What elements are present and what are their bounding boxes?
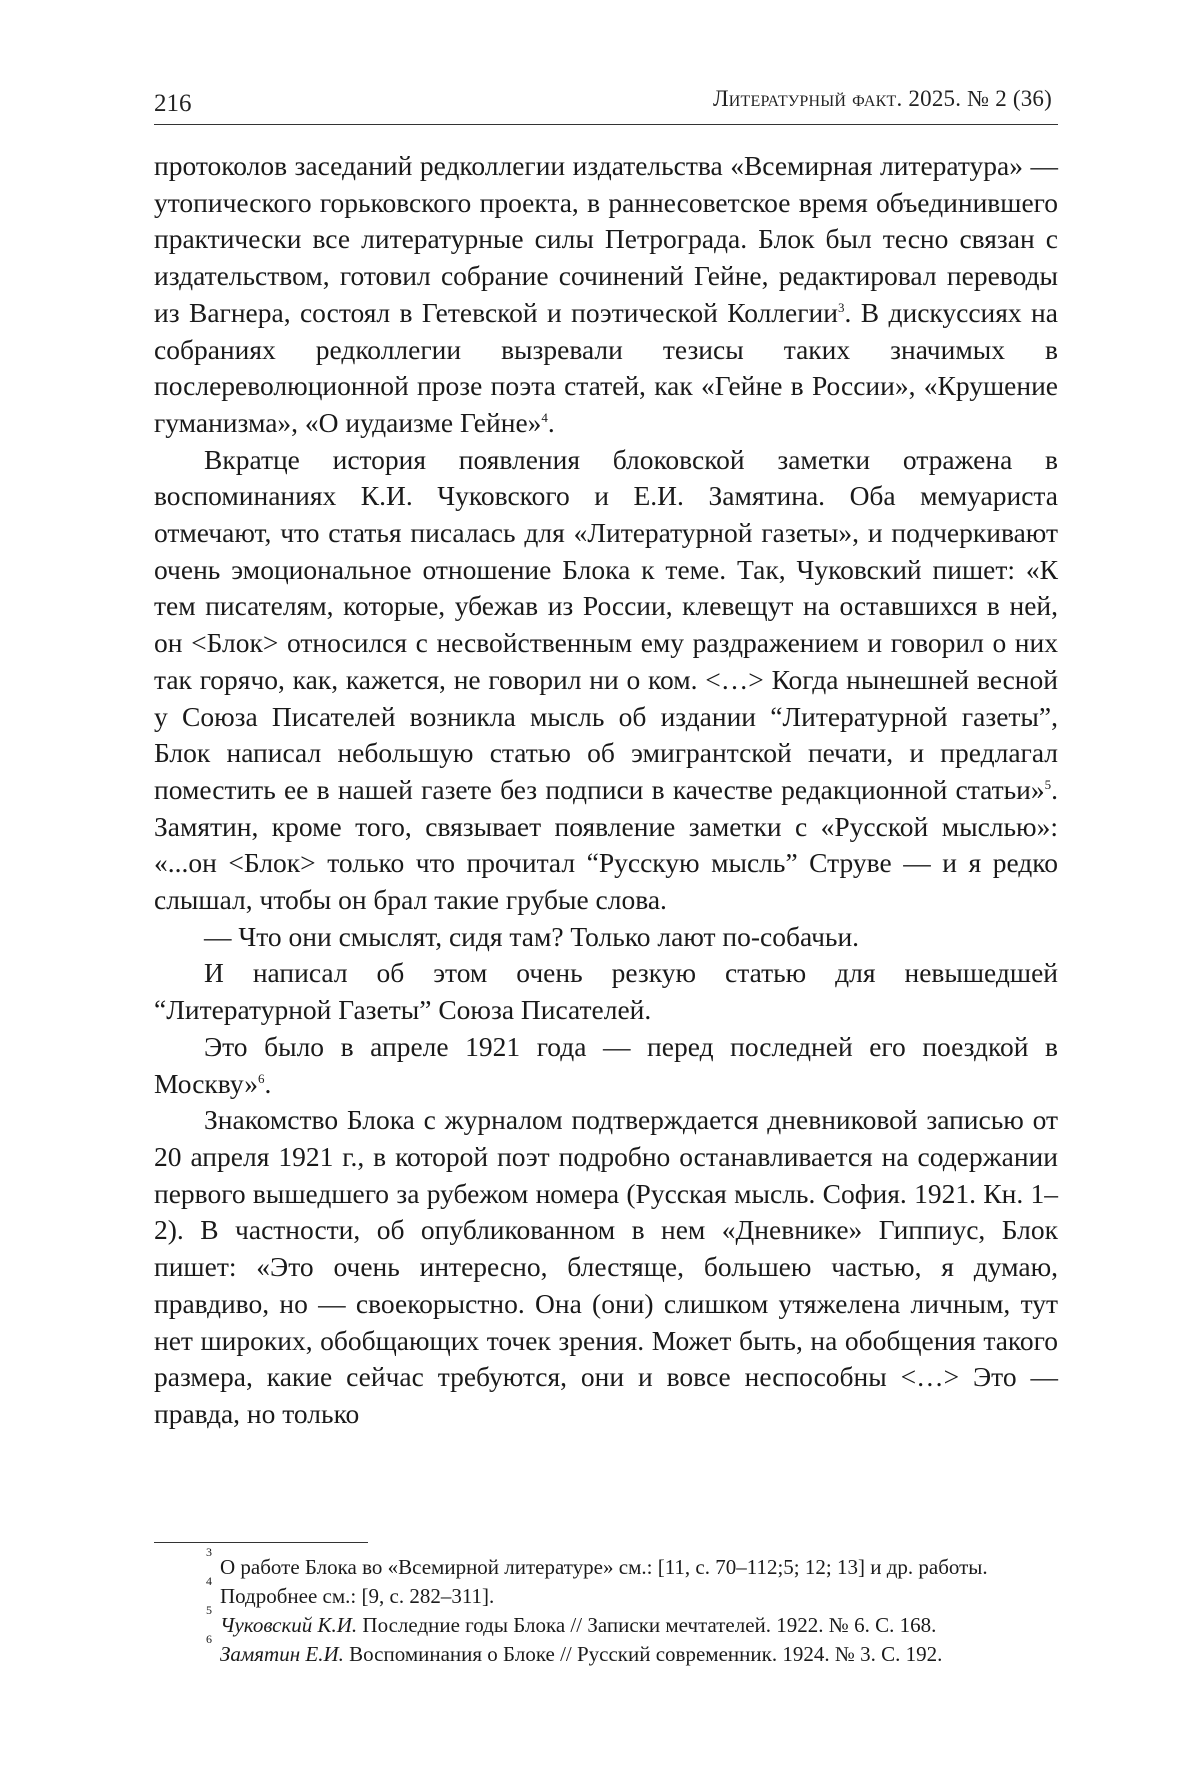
paragraph-text: . В дискуссиях на собраниях редколлегии вызревали тезисы таких значимых в послереволюционной прозе поэта статей, как «Гейне в России», «Крушение гуманизма», «О иудаизме Гейне» [154,296,1058,438]
footnote-text: Воспоминания о Блоке // Русский современник. 1924. № 3. С. 192. [343,1642,943,1666]
paragraph-text: Знакомство Блока с журналом подтверждается дневниковой записью от 20 апреля 1921 г., в которой поэт подробно останавливается на содержании первого вышедшего за рубежом номера (Русская мысль. София. 1921. Кн. 1–2). В частности, об опубликованном в нем «Дневнике» Гиппиус, Блок пишет: «Это очень интересно, блестяще, большею частью, я думаю, правдиво, но — своекорыстно. Она (они) слишком утяжелена личным, тут нет широких, обобщающих точек зрения. Может быть, на обобщения такого размера, какие сейчас требуются, они и вовсе неспособны <…> Это — правда, но только [154,1104,1058,1429]
running-title: Литературный факт. 2025. № 2 (36) [712,86,1052,111]
footnote-ref: 5 [1044,776,1052,792]
paragraph-text: Это было в апреле 1921 года — перед последней его поездкой в Москву» [154,1030,1058,1099]
footnote: 5 Чуковский К.И. Последние годы Блока // Записки мечтателей. 1922. № 6. С. 168. [206,1603,937,1637]
footnote-text: Подробнее см.: [9, с. 282–311]. [220,1584,495,1608]
paragraph-text: . Замятин, кроме того, связывает появление заметки с «Русской мыслью»: «...он <Блок> только что прочитал “Русскую мысль” Струве — и я редко слышал, чтобы он брал такие грубые слова. [154,773,1058,916]
paragraph-text: . [547,406,555,438]
footnote: 3 О работе Блока во «Всемирной литературе» см.: [11, с. 70–112;5; 12; 13] и др. работы. [206,1545,988,1579]
paragraph-text: И написал об этом очень резкую статью для невышедшей “Литературной Газеты” Союза Писателей. [154,957,1058,1026]
paragraph-text: протоколов заседаний редколлегии издательства «Всемирная литература» — утопического горьковского проекта, в раннесоветское время объединившего практически все литературные силы Петрограда. Блок был тесно связан с издательством, готовил собрание сочинений Гейне, редактировал переводы из Вагнера, состоял в Гетевской и поэтической Коллегии [154,150,1058,328]
running-header [154,86,1056,124]
footnote-author: Чуковский К.И. [220,1613,358,1637]
footnote: 4 Подробнее см.: [9, с. 282–311]. [206,1574,495,1608]
body-text [154,148,1058,1433]
footnotes [154,1545,1058,1669]
paragraph [154,1102,1058,1432]
footnote-rule [154,1542,368,1543]
paragraph-text: . [264,1067,272,1099]
footnote-ref: 4 [541,409,548,425]
paragraph [154,919,1058,956]
paragraph-text: Вкратце история появления блоковской заметки отражена в воспоминаниях К.И. Чуковского и Е.И. Замятина. Оба мемуариста отмечают, что статья писалась для «Литературной газеты», и подчеркивают очень эмоциональное отношение Блока к теме. Так, Чуковский пишет: «К тем писателям, которые, убежав из России, клевещут на оставшихся в ней, он <Блок> относился с несвойственным ему раздражением и говорил о них так горячо, как, кажется, не говорил ни о ком. <…> Когда нынешней весной у Союза Писателей возникла мысль об издании “Литературной газеты”, Блок написал небольшую статью об эмигрантской печати, и предлагал поместить ее в нашей газете без подписи в качестве редакционной статьи» [154,443,1058,805]
page-number: 216 [154,90,192,117]
paragraph [154,442,1058,919]
footnote-ref: 6 [258,1070,265,1086]
footnote: 6 Замятин Е.И. Воспоминания о Блоке // Русский современник. 1924. № 3. С. 192. [206,1632,943,1666]
paragraph-text: — Что они смыслят, сидя там? Только лают по-собачьи. [204,920,860,952]
footnote-author: Замятин Е.И. [220,1642,344,1666]
footnote-text: Последние годы Блока // Записки мечтателей. 1922. № 6. С. 168. [357,1613,937,1637]
paragraph [154,955,1058,1028]
footnote-ref: 3 [837,299,845,315]
paragraph [154,148,1058,442]
header-rule [154,124,1058,125]
paragraph [154,1029,1058,1102]
footnote-text: О работе Блока во «Всемирной литературе» см.: [11, с. 70–112;5; 12; 13] и др. работы. [220,1555,988,1579]
